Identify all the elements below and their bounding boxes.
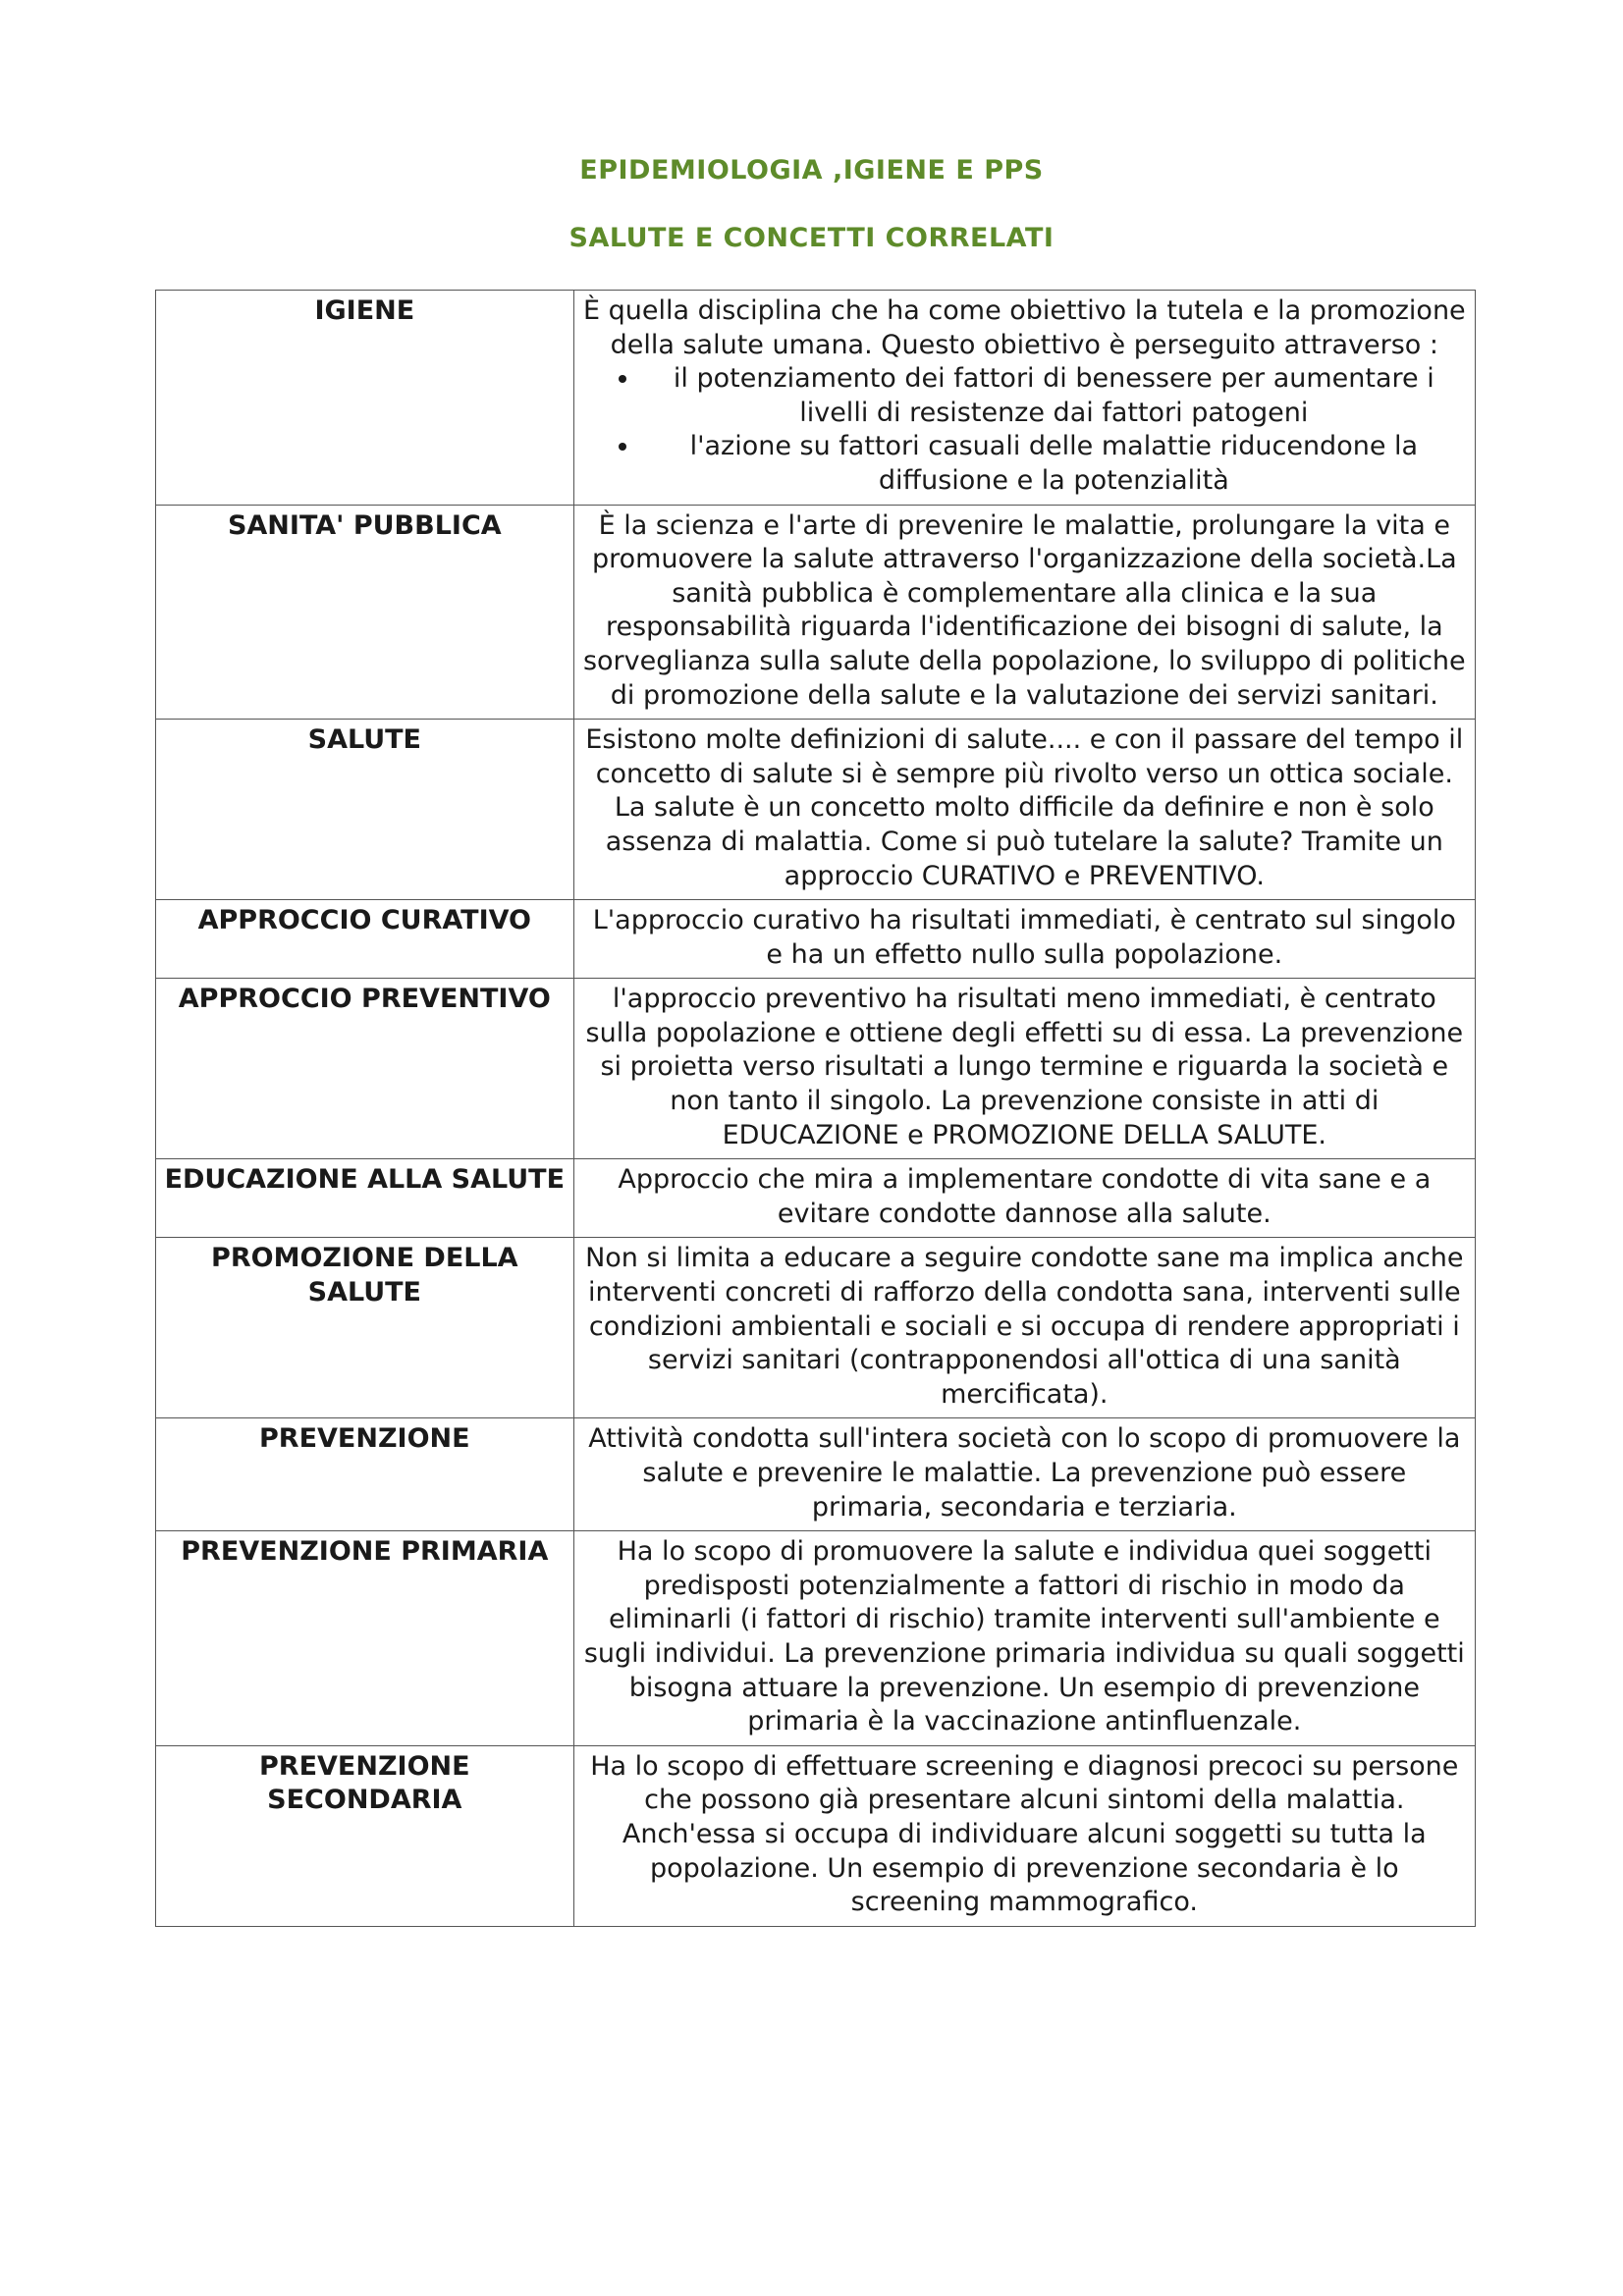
definition-cell: Attività condotta sull'intera società con lo scopo di promuovere la salute e prevenire le malattie. La prevenzione può essere primaria, secondaria e terziaria.: [573, 1418, 1475, 1531]
term-cell: SALUTE: [156, 720, 574, 900]
table-row: [156, 1159, 1476, 1238]
term-cell: EDUCAZIONE ALLA SALUTE: [156, 1159, 574, 1238]
definition-bullet: • l'azione su fattori casuali delle malattie riducendone la diffusione e la potenzialità: [641, 430, 1467, 498]
table-row: [156, 505, 1476, 720]
term-cell: SANITA' PUBBLICA: [156, 505, 574, 720]
definition-bullet-list: [582, 362, 1467, 498]
definition-cell: l'approccio preventivo ha risultati meno immediati, è centrato sulla popolazione e ottiene degli effetti su di essa. La prevenzione si proietta verso risultati a lungo termine e riguarda la società e non tanto il singolo. La prevenzione consiste in atti di EDUCAZIONE e PROMOZIONE DELLA SALUTE.: [573, 979, 1475, 1159]
table-row: [156, 720, 1476, 900]
document-title: EPIDEMIOLOGIA ,IGIENE E PPS: [579, 155, 1044, 186]
table-row: [156, 1238, 1476, 1418]
definition-text: È quella disciplina che ha come obiettivo la tutela e la promozione della salute umana. Questo obiettivo è perseguito attraverso :: [582, 295, 1466, 360]
term-cell: PREVENZIONE SECONDARIA: [156, 1745, 574, 1926]
table-row: [156, 1418, 1476, 1531]
definition-cell: L'approccio curativo ha risultati immediati, è centrato sul singolo e ha un effetto nullo sulla popolazione.: [573, 900, 1475, 979]
term-cell: PROMOZIONE DELLA SALUTE: [156, 1238, 574, 1418]
table-row: [156, 1745, 1476, 1926]
table-row: [156, 979, 1476, 1159]
document-subtitle: SALUTE E CONCETTI CORRELATI: [568, 223, 1055, 253]
definition-cell: Approccio che mira a implementare condotte di vita sane e a evitare condotte dannose alla salute.: [573, 1159, 1475, 1238]
definition-cell: Ha lo scopo di effettuare screening e diagnosi precoci su persone che possono già presentare alcuni sintomi della malattia. Anch'essa si occupa di individuare alcuni soggetti su tutta la popolazione. Un esempio di prevenzione secondaria è lo screening mammografico.: [573, 1745, 1475, 1926]
term-cell: PREVENZIONE: [156, 1418, 574, 1531]
term-cell: APPROCCIO CURATIVO: [156, 900, 574, 979]
definitions-table: [155, 290, 1476, 1927]
table-row: [156, 900, 1476, 979]
term-cell: PREVENZIONE PRIMARIA: [156, 1531, 574, 1746]
definition-cell: Esistono molte definizioni di salute.... e con il passare del tempo il concetto di salute si è sempre più rivolto verso un ottica sociale. La salute è un concetto molto difficile da definire e non è solo assenza di malattia. Come si può tutelare la salute? Tramite un approccio CURATIVO e PREVENTIVO.: [573, 720, 1475, 900]
term-cell: APPROCCIO PREVENTIVO: [156, 979, 574, 1159]
definition-cell: È la scienza e l'arte di prevenire le malattie, prolungare la vita e promuovere la salute attraverso l'organizzazione della società.La sanità pubblica è complementare alla clinica e la sua responsabilità riguarda l'identificazione dei bisogni di salute, la sorveglianza sulla salute della popolazione, lo sviluppo di politiche di promozione della salute e la valutazione dei servizi sanitari.: [573, 505, 1475, 720]
definition-cell: Ha lo scopo di promuovere la salute e individua quei soggetti predisposti potenzialmente a fattori di rischio in modo da eliminarli (i fattori di rischio) tramite interventi sull'ambiente e sugli individui. La prevenzione primaria individua su quali soggetti bisogna attuare la prevenzione. Un esempio di prevenzione primaria è la vaccinazione antinfluenzale.: [573, 1531, 1475, 1746]
term-cell: IGIENE: [156, 291, 574, 506]
table-row: [156, 291, 1476, 506]
table-row: [156, 1531, 1476, 1746]
definition-cell: Non si limita a educare a seguire condotte sane ma implica anche interventi concreti di rafforzo della condotta sana, interventi sulle condizioni ambientali e sociali e si occupa di rendere appropriati i servizi sanitari (contrapponendosi all'ottica di una sanità mercificata).: [573, 1238, 1475, 1418]
definition-cell: [573, 291, 1475, 506]
definition-bullet: • il potenziamento dei fattori di benessere per aumentare i livelli di resistenze dai fattori patogeni: [641, 362, 1467, 430]
